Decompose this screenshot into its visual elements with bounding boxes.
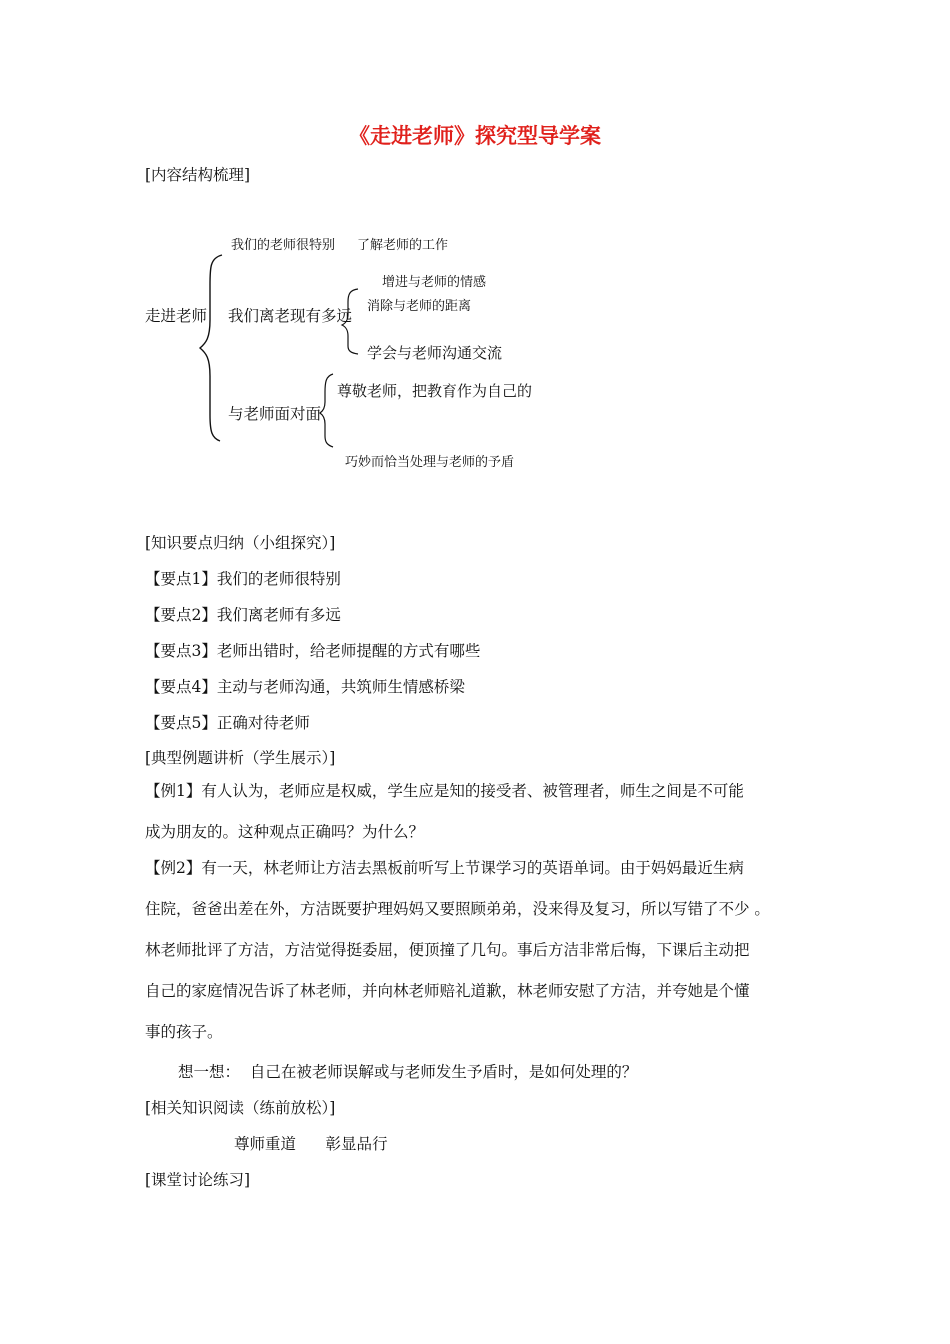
page-title: 《走进老师》探究型导学案 — [349, 124, 601, 148]
example-2-line-1: 【例2】有一天，林老师让方洁去黑板前听写上节课学习的英语单词。由于妈妈最近生病 — [145, 859, 744, 877]
branch2-label: 我们离老现有多远 — [228, 307, 353, 325]
branch1-label: 我们的老师很特别 — [231, 238, 336, 253]
branch3-brace — [320, 374, 333, 447]
example-2-line-3: 林老师批评了方洁，方洁觉得挺委屈，便顶撞了几句。事后方洁非常后悔，下课后主动把 — [145, 941, 750, 959]
branch3-label: 与老师面对面 — [228, 405, 322, 423]
branch2-child-1: 增进与老师的情感 — [382, 275, 487, 290]
example-1-line-1: 【例1】有人认为，老师应是权威，学生应是知的接受者、被管理者，师生之间是不可能 — [145, 782, 744, 800]
example-2-line-2: 住院，爸爸出差在外，方洁既要护理妈妈又要照顾弟弟，没来得及复习，所以写错了不少 。 — [145, 900, 770, 918]
branch3-child-2: 巧妙而恰当处理与老师的予盾 — [345, 455, 515, 470]
example-1-line-2: 成为朋友的。这种观点正确吗？为什么？ — [145, 823, 425, 841]
branch3-child-1: 尊敬老师，把教育作为自己的 — [337, 382, 533, 400]
reading-text: 尊师重道 彰显品行 — [234, 1135, 388, 1153]
section-heading-structure: [内容结构梳理] — [145, 166, 251, 184]
knowledge-point-1: 【要点1】我们的老师很特别 — [145, 570, 341, 588]
knowledge-point-3: 【要点3】老师出错时，给老师提醒的方式有哪些 — [145, 642, 481, 660]
example-2-line-5: 事的孩子。 — [145, 1023, 223, 1041]
section-heading-knowledge: [知识要点归纳（小组探究）] — [145, 534, 336, 552]
example-1 — [145, 771, 815, 853]
section-heading-discussion: [课堂讨论练习] — [145, 1171, 251, 1189]
section-heading-examples: [典型例题讲析（学生展示）] — [145, 749, 336, 767]
knowledge-point-2: 【要点2】我们离老师有多远 — [145, 606, 341, 624]
branch2-child-3: 学会与老师沟通交流 — [367, 344, 503, 362]
main-brace — [200, 255, 222, 441]
branch2-child-2: 消除与老师的距离 — [367, 299, 472, 314]
branch1-child: 了解老师的工作 — [357, 238, 449, 253]
knowledge-point-4: 【要点4】主动与老师沟通，共筑师生情感桥梁 — [145, 678, 465, 696]
example-2-line-4: 自己的家庭情况告诉了林老师，并向林老师赔礼道歉，林老师安慰了方洁，并夸她是个懂 — [145, 982, 750, 1000]
example-2 — [145, 848, 815, 1053]
structure-root: 走进老师 — [145, 307, 208, 325]
section-heading-reading: [相关知识阅读（练前放松）] — [145, 1099, 336, 1117]
think-prompt: 想一想： 自己在被老师误解或与老师发生予盾时，是如何处理的？ — [178, 1063, 638, 1081]
knowledge-point-5: 【要点5】正确对待老师 — [145, 714, 310, 732]
